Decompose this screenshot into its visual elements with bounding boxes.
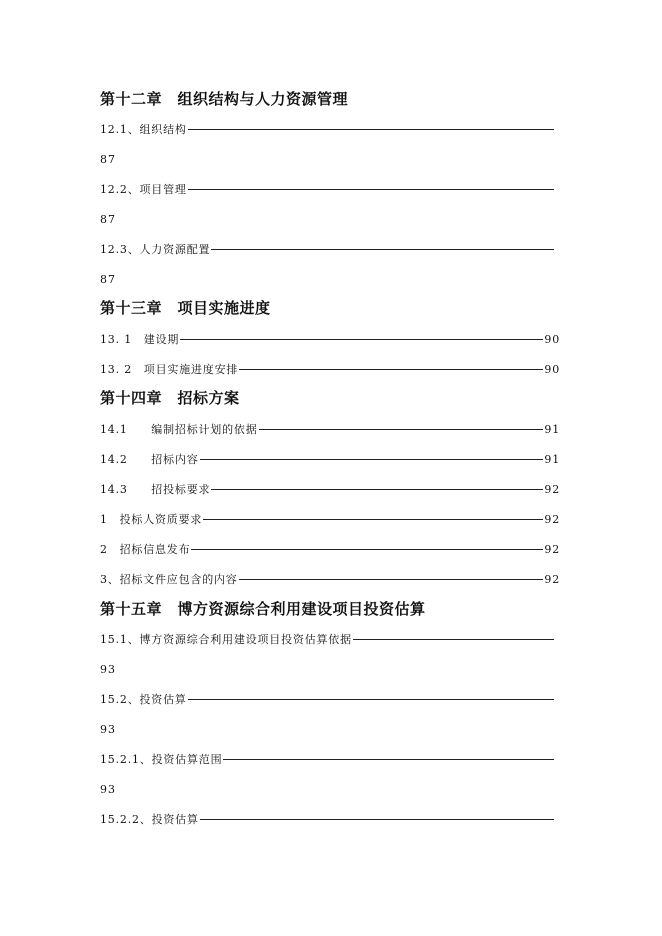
page-number-12-1 — [100, 149, 560, 169]
entry-label: 14.3 招投标要求 — [100, 483, 211, 496]
page-number-12-2 — [100, 209, 560, 229]
dot-leader — [211, 489, 543, 490]
page-number-15-1 — [100, 659, 560, 679]
page-number-15-2-1 — [100, 779, 560, 799]
dot-leader — [203, 519, 543, 520]
page-number: 87 — [100, 212, 116, 226]
toc-entry-14-3[interactable] — [100, 479, 560, 499]
page-number: 92 — [544, 572, 560, 586]
page-number: 92 — [544, 512, 560, 526]
entry-label: 1 投标人资质要求 — [100, 513, 203, 526]
page-number: 87 — [100, 152, 116, 166]
entry-label: 15.2、投资估算 — [100, 693, 187, 706]
page-number: 91 — [544, 422, 560, 436]
page-number-12-3 — [100, 269, 560, 289]
chapter-title: 第十四章 招标方案 — [100, 388, 240, 407]
entry-label: 14.1 编制招标计划的依据 — [100, 423, 258, 436]
dot-leader — [188, 129, 554, 130]
chapter-title: 第十五章 博方资源综合利用建设项目投资估算 — [100, 599, 426, 618]
dot-leader — [180, 339, 543, 340]
dot-leader — [200, 819, 554, 820]
dot-leader — [191, 549, 543, 550]
chapter-15-heading — [100, 598, 560, 618]
entry-label: 13. 1 建设期 — [100, 333, 180, 346]
entry-label: 13. 2 项目实施进度安排 — [100, 363, 239, 376]
chapter-title: 第十二章 组织结构与人力资源管理 — [100, 89, 349, 108]
dot-leader — [223, 759, 554, 760]
entry-label: 12.1、组织结构 — [100, 123, 187, 136]
page-number: 92 — [544, 542, 560, 556]
page-number: 90 — [544, 332, 560, 346]
toc-entry-3[interactable] — [100, 569, 560, 589]
entry-label: 3、招标文件应包含的内容 — [100, 573, 238, 586]
toc-entry-13-1[interactable] — [100, 329, 560, 349]
entry-label: 12.2、项目管理 — [100, 183, 187, 196]
chapter-13-heading — [100, 297, 560, 317]
toc-entry-15-1[interactable] — [100, 629, 555, 649]
toc-entry-13-2[interactable] — [100, 359, 560, 379]
dot-leader — [239, 369, 543, 370]
page-number: 90 — [544, 362, 560, 376]
page-number: 93 — [100, 782, 116, 796]
entry-label: 12.3、人力资源配置 — [100, 243, 211, 256]
entry-label: 15.2.1、投资估算范围 — [100, 753, 223, 766]
page-number: 93 — [100, 662, 116, 676]
chapter-14-heading — [100, 387, 560, 407]
page-number: 91 — [544, 452, 560, 466]
page-number: 87 — [100, 272, 116, 286]
toc-entry-15-2[interactable] — [100, 689, 555, 709]
toc-entry-12-2[interactable] — [100, 179, 555, 199]
toc-entry-2[interactable] — [100, 539, 560, 559]
toc-entry-15-2-2[interactable] — [100, 809, 555, 829]
dot-leader — [211, 249, 554, 250]
entry-label: 15.2.2、投资估算 — [100, 813, 199, 826]
toc-entry-14-1[interactable] — [100, 419, 560, 439]
dot-leader — [353, 639, 554, 640]
toc-entry-15-2-1[interactable] — [100, 749, 555, 769]
toc-entry-12-1[interactable] — [100, 119, 555, 139]
toc-entry-12-3[interactable] — [100, 239, 555, 259]
entry-label: 15.1、博方资源综合利用建设项目投资估算依据 — [100, 633, 352, 646]
dot-leader — [239, 579, 544, 580]
dot-leader — [188, 189, 554, 190]
entry-label: 14.2 招标内容 — [100, 453, 199, 466]
dot-leader — [259, 429, 544, 430]
entry-label: 2 招标信息发布 — [100, 543, 191, 556]
page-number: 92 — [544, 482, 560, 496]
dot-leader — [200, 459, 544, 460]
chapter-12-heading — [100, 88, 560, 108]
page-number: 93 — [100, 722, 116, 736]
chapter-title: 第十三章 项目实施进度 — [100, 298, 271, 317]
dot-leader — [188, 699, 554, 700]
toc-entry-14-2[interactable] — [100, 449, 560, 469]
page-number-15-2 — [100, 719, 560, 739]
toc-entry-1[interactable] — [100, 509, 560, 529]
